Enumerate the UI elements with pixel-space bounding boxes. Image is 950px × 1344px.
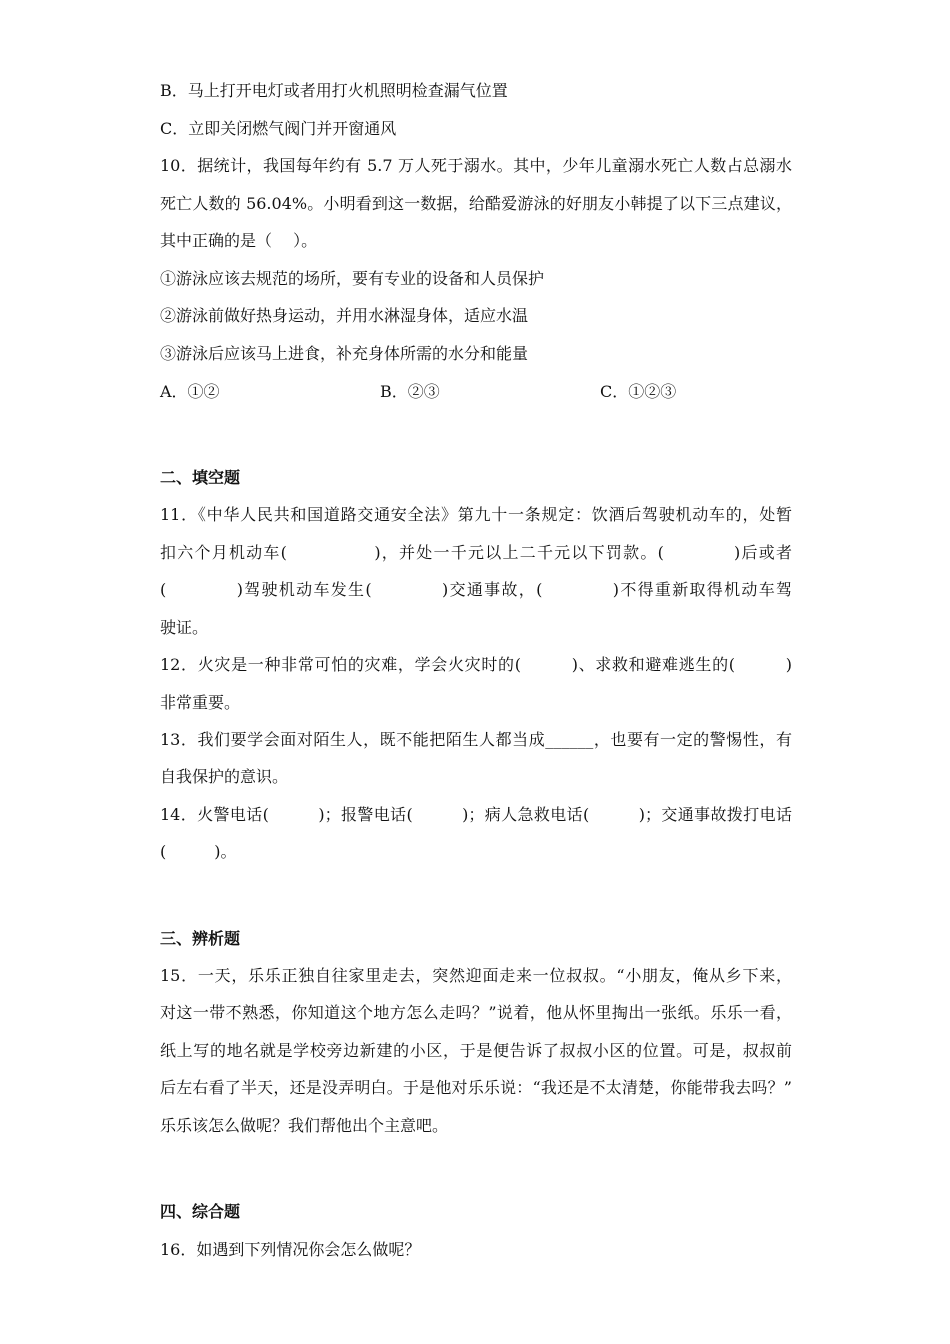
section-heading-fill-in: 二、填空题: [160, 468, 241, 487]
q12-line2: 非常重要。: [160, 693, 241, 712]
q10-stem-line2: 死亡人数的 56.04%。小明看到这一数据，给酷爱游泳的好朋友小韩提了以下三点建议，: [160, 194, 792, 213]
q10-stem-line3: 其中正确的是（ ）。: [160, 231, 318, 250]
q13-line2: 自我保护的意识。: [160, 767, 289, 786]
section-heading-comprehensive: 四、综合题: [160, 1202, 241, 1221]
q15-line5: 乐乐该怎么做呢？我们帮他出个主意吧。: [160, 1116, 449, 1135]
q10-statement-1: ①游泳应该去规范的场所，要有专业的设备和人员保护: [160, 269, 545, 288]
q10-option-c: C．①②③: [600, 382, 677, 401]
section-heading-analysis: 三、辨析题: [160, 929, 241, 948]
q11-line3: ( )驾驶机动车发生( )交通事故，( )不得重新取得机动车驾: [160, 580, 792, 599]
q15-line3: 纸上写的地名就是学校旁边新建的小区，于是便告诉了叔叔小区的位置。可是，叔叔前: [160, 1041, 792, 1060]
q16-line1: 16．如遇到下列情况你会怎么做呢？: [160, 1240, 421, 1259]
q10-statement-3: ③游泳后应该马上进食，补充身体所需的水分和能量: [160, 344, 529, 363]
q11-line1: 11．《中华人民共和国道路交通安全法》第九十一条规定：饮酒后驾驶机动车的，处暂: [160, 505, 792, 524]
q14-line2: ( )。: [160, 842, 237, 861]
q10-option-a: A．①②: [160, 382, 220, 401]
q11-line2: 扣六个月机动车( )，并处一千元以上二千元以下罚款。( )后或者: [160, 543, 792, 562]
q14-line1: 14．火警电话( )；报警电话( )；病人急救电话( )；交通事故拨打电话: [160, 805, 792, 824]
q9-option-b: B．马上打开电灯或者用打火机照明检查漏气位置: [160, 81, 508, 100]
q10-statement-2: ②游泳前做好热身运动，并用水淋湿身体，适应水温: [160, 306, 529, 325]
q15-line1: 15．一天，乐乐正独自往家里走去，突然迎面走来一位叔叔。“小朋友，俺从乡下来，: [160, 966, 792, 985]
q13-line1: 13．我们要学会面对陌生人，既不能把陌生人都当成______，也要有一定的警惕性，有: [160, 730, 792, 749]
q15-line4: 后左右看了半天，还是没弄明白。于是他对乐乐说：“我还是不太清楚，你能带我去吗？”: [160, 1078, 792, 1097]
q9-option-c: C．立即关闭燃气阀门并开窗通风: [160, 119, 397, 138]
q11-line4: 驶证。: [160, 618, 209, 637]
q10-stem-line1: 10．据统计，我国每年约有 5.7 万人死于溺水。其中，少年儿童溺水死亡人数占总溺水: [160, 156, 792, 175]
q15-line2: 对这一带不熟悉，你知道这个地方怎么走吗？”说着，他从怀里掏出一张纸。乐乐一看，: [160, 1003, 792, 1022]
q12-line1: 12．火灾是一种非常可怕的灾难，学会火灾时的( )、求救和避难逃生的( ): [160, 655, 792, 674]
q10-option-b: B．②③: [380, 382, 440, 401]
